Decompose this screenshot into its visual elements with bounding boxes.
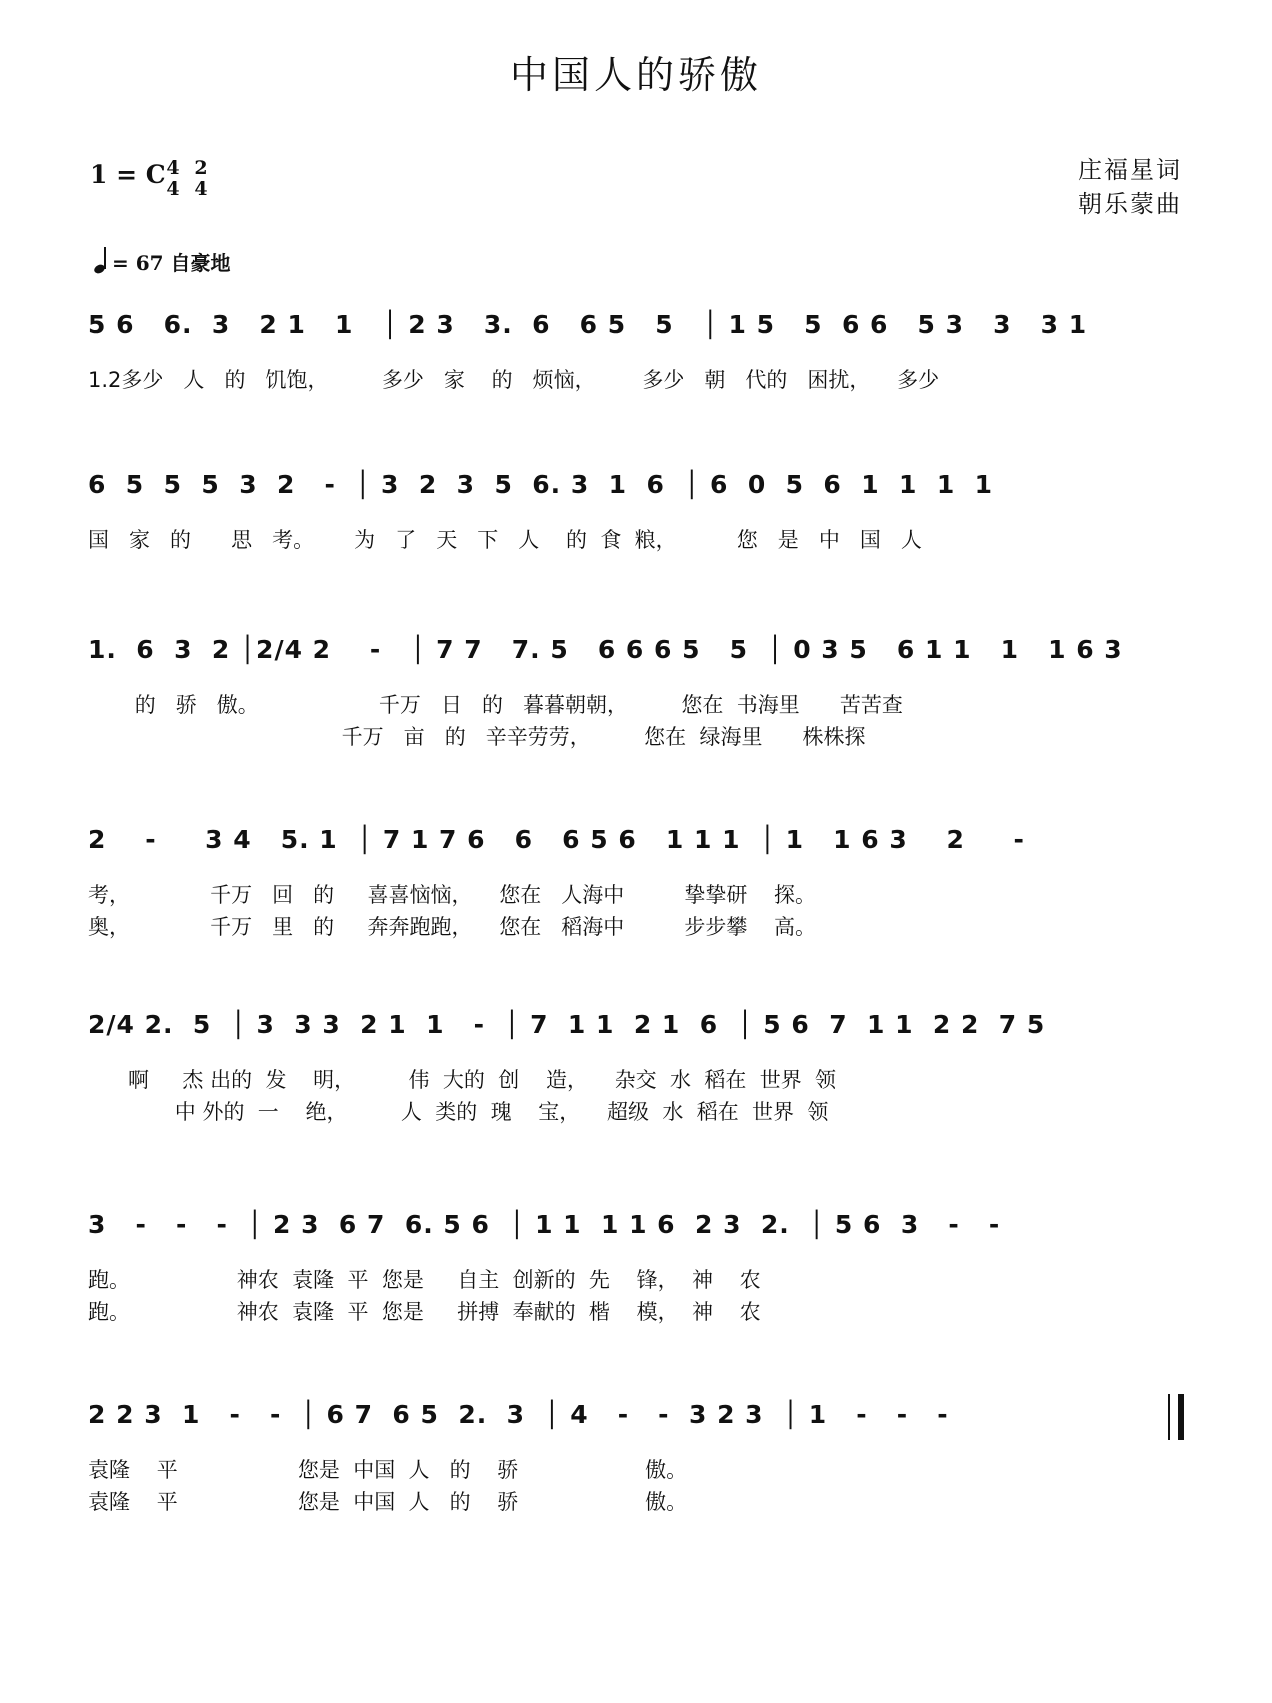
notation-row: [88, 470, 1188, 524]
system-5: [88, 1010, 1188, 1128]
lyric-line-verse-2: 奥， 千万 里 的 奔奔跑跑， 您在 稻海中 步步攀 高。: [88, 915, 817, 939]
composer-credit: 朝乐蒙曲: [1078, 190, 1182, 218]
score-title: 中国人的骄傲: [509, 53, 762, 97]
numbered-notation: 2/4 2. 5 │ 3 3 3 2 1 1 - │ 7 1 1 2 1 6 │ 5 6 7 1 1 2 2 7 5: [88, 1010, 1046, 1039]
numbered-notation: 3 - - - │ 2 3 6 7 6. 5 6 │ 1 1 1 1 6 2 3 2. │ 5 6 3 - -: [88, 1210, 1001, 1239]
system-6: [88, 1210, 1188, 1328]
final-barline: [1178, 1394, 1184, 1440]
system-4: [88, 825, 1188, 943]
lyric-line-verse-2: 跑。 神农 袁隆 平 您是 拼搏 奉献的 楷 模， 神 农: [88, 1300, 761, 1324]
tempo-value: = 67: [112, 251, 164, 275]
time-sig-top: 4: [166, 157, 180, 179]
notation-row: [88, 635, 1188, 689]
time-signature-2-4: [190, 158, 212, 200]
tempo-expression: 自豪地: [170, 251, 231, 275]
notation-row: [88, 1400, 1188, 1454]
tempo-marking: [94, 247, 231, 276]
numbered-notation: 5 6 6. 3 2 1 1 │ 2 3 3. 6 6 5 5 │ 1 5 5 6 6 5 3 3 3 1: [88, 310, 1088, 339]
numbered-notation: 6 5 5 5 3 2 - │ 3 2 3 5 6. 3 1 6 │ 6 0 5 6 1 1 1 1: [88, 470, 994, 499]
lyricist-credit: 庄福星词: [1078, 156, 1182, 184]
system-7: [88, 1400, 1188, 1518]
notation-row: [88, 310, 1188, 364]
key-signature: 1 = C: [90, 160, 166, 189]
time-sig-top: 2: [194, 157, 208, 179]
time-signature-4-4: [162, 158, 184, 200]
lyric-line-verse-2: 中 外的 一 绝， 人 类的 瑰 宝， 超级 水 稻在 世界 领: [88, 1100, 829, 1124]
lyric-line-verse-2: 袁隆 平 您是 中国 人 的 骄 傲。: [88, 1490, 688, 1514]
numbered-notation: 2 - 3 4 5. 1 │ 7 1 7 6 6 6 5 6 1 1 1 │ 1 1 6 3 2 -: [88, 825, 1025, 854]
system-1: [88, 310, 1188, 396]
numbered-notation: 2 2 3 1 - - │ 6 7 6 5 2. 3 │ 4 - - 3 2 3 │ 1 - - -: [88, 1400, 949, 1429]
lyric-line: 1.2多少 人 的 饥饱， 多少 家 的 烦恼， 多少 朝 代的 困扰， 多少: [88, 368, 940, 392]
numbered-notation: 1. 6 3 2 │2/4 2 - │ 7 7 7. 5 6 6 6 5 5 │ 0 3 5 6 1 1 1 1 6 3: [88, 635, 1123, 664]
notation-row: [88, 1210, 1188, 1264]
final-barline-thin: [1168, 1394, 1170, 1440]
notation-row: [88, 825, 1188, 879]
lyric-line-verse-2: 千万 亩 的 辛辛劳劳， 您在 绿海里 株株探: [88, 725, 866, 749]
lyric-line-verse-1: 袁隆 平 您是 中国 人 的 骄 傲。: [88, 1458, 688, 1482]
lyric-line-verse-1: 的 骄 傲。 千万 日 的 暮暮朝朝， 您在 书海里 苦苦查: [88, 693, 903, 717]
lyric-line-verse-1: 啊 杰 出的 发 明， 伟 大的 创 造， 杂交 水 稻在 世界 领: [88, 1068, 837, 1092]
time-sig-bottom: 4: [194, 178, 208, 200]
lyric-line-verse-1: 考， 千万 回 的 喜喜恼恼， 您在 人海中 挚挚研 探。: [88, 883, 817, 907]
lyric-line-verse-1: 跑。 神农 袁隆 平 您是 自主 创新的 先 锋， 神 农: [88, 1268, 761, 1292]
lyric-line: 国 家 的 思 考。 为 了 天 下 人 的 食 粮， 您 是 中 国 人: [88, 528, 922, 552]
notation-row: [88, 1010, 1188, 1064]
system-3: [88, 635, 1188, 753]
time-sig-bottom: 4: [166, 178, 180, 200]
system-2: [88, 470, 1188, 556]
quarter-note-icon: [94, 253, 108, 273]
